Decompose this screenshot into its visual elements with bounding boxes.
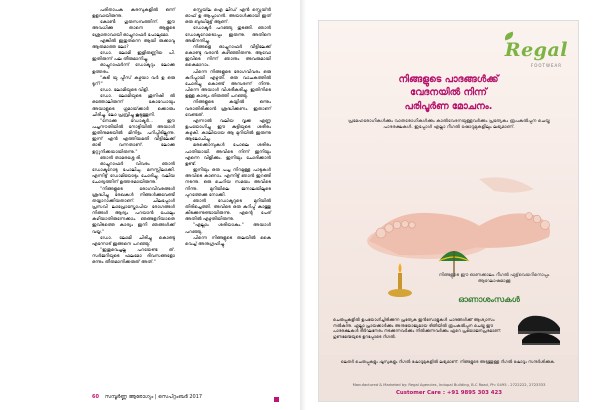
article-paragraph: "നോക്കു ഡോക്ടർ... ഈ പച്ചനൗതിയിൽ നോട്ടിയിൽ അയാൾ ഇതിനുമടയിൽ മിനിട്ടം പറിപ്പിടില്ലുന്നു. ഇന്ന് എൻ എത്തിയമതി വീട്ടിലേക്ക് ഓടി വന്നതാണ്. ലോക്ക ഉറ്റുനിക്കയായിരുന്നു." xyxy=(92,118,175,155)
article-column-1 xyxy=(92,8,175,267)
article-paragraph: ഞാൻ ഡോക്ടറുടെ മുറിയിൽ തിരിച്ചെത്തി. അവിടെ ഒരു കുറിപ്പ് കാത്തു കിടക്കുന്നുണ്ടായിരുന്നു. എന്റെ പേര് അതിൽ എഴുതിയിരുന്നു. xyxy=(185,198,271,223)
page-number: 60 xyxy=(92,394,99,400)
ad-headline-3: പരിപൂർണ മോചനം. xyxy=(404,101,493,112)
ad-intro-text: പ്രമേഹരോഗികൾക്കും വാതരോഗികൾക്കും കാൽവേദനയുള്ളവർക്കും പ്രത്യേകം രൂപകൽപ്പന ചെയ്ത പാദരക്ഷകൾ. ഇപ്പോൾ എല്ലാ റീഗൽ ഷോറൂമുകളിലും ലഭ്യമാണ്. xyxy=(348,119,550,131)
footer-publication: സമ്പൂർണ്ണ ആരോഗ്യം | സെപ്റ്റംബർ 2017 xyxy=(104,394,203,400)
article-paragraph: ഡോ. ലോമി ഇളിരുണ്ണിയ പി. ഇതിരുന്ന് പല തീരുമാനിച്ചു. xyxy=(92,51,175,63)
onam-tagline: നിങ്ങളുടെ ഈ ഓണക്കാലം റീഗൽ ഫുട്ട്‌വെയറിനൊപ്പം ആഘോഷമാക്കൂ xyxy=(438,273,550,284)
page-gutter xyxy=(300,0,306,410)
brand-subtitle: FOOTWEAR xyxy=(530,63,562,68)
article-paragraph: ഇനിയും ഒരു പച്ച നിറമുള്ള പാടുകൾ അവിടെ കാണാം. എന്നിട്ട് ഞാൻ ഇറങ്ങി നടന്നു. ഒരു ചെറിയ സമയം അവിടെ നിന്നു. മുറിയിലെ ജനാലയിലൂടെ പുറത്തേക്കു നോക്കി. xyxy=(185,168,271,198)
shoe-icon xyxy=(514,308,564,348)
article-paragraph: ഡോ. ലോമി ചിരിച്ചു കൊണ്ടു എന്നോട് ഇങ്ങനെ പറഞ്ഞു: xyxy=(92,235,175,247)
article-paragraph: പരിതാപക കരസുകളിൽ ഒന്ന് ഉളവായിരുന്നു. xyxy=(92,8,175,20)
article-paragraph: പിന്നെ നിങ്ങളുടെ തലയിൽ കൈ വെച്ച് അനുഗ്രഹിച്ചു. xyxy=(185,235,271,247)
article-paragraph: ഡോക്ടർ പറഞ്ഞു തുടങ്ങി. ഞാൻ ഡോക്ടറോടൊപ്പം ഇരുന്നു. അതിനെ അഭിനന്ദിച്ചു. xyxy=(185,26,271,44)
end-marker xyxy=(274,397,279,402)
page-footer xyxy=(92,394,202,400)
article-paragraph: "കുടി യു പ്പീസ് കഴ്ചയാ വർ ഉ ഒരു ടൂറ്?" xyxy=(92,75,175,87)
article-paragraph: ഡോ. ലോമിയുടെ വിളി. xyxy=(100,88,149,94)
ad-headline-1: നിങ്ങളുടെ പാദങ്ങൾക്ക് xyxy=(398,74,499,85)
article-paragraph: ഞാൻ താമരശ്ശേ രി. xyxy=(100,155,142,161)
article-paragraph: "എല്ലാം ശരിയാകും." അയാൾ പറഞ്ഞു. xyxy=(185,223,271,235)
article-paragraph: നിങ്ങളെ ഓച്ചുറാഫർ വീട്ടിലേക്ക് കൊണ്ടു വരാൻ കഴിഞ്ഞിരുന്നു. ആവോ ഇവിടെ നിന്ന് ഞാനും അവരുമായി കൈമാറാം. xyxy=(185,44,271,69)
brand-logo: Regal xyxy=(504,39,568,61)
article-paragraph: മരക്കൊമ്പുകൾ പോലെ ശരിരം പാതിയായി. അവിടെ നിന്ന് ഇനിയും എന്നെ വിളിക്കും. ഇനിയും ചോദിക്കാൻ ഉണ്ട്. xyxy=(185,143,271,167)
article-paragraph: സ്റ്റെയ്‌ല ഐ ലിഡ് എൻ സ്റ്റെയ്‌ൻ ഓഫ് ഉ ആപ്പാഗൻ. അയാൾക്കായി ഇത് ഒരു ബുദ്ധിമുട്ട് ആണ്. xyxy=(185,8,271,26)
article-paragraph: കോൺ ഗുരുസമ്പത്തിന്. ഈ അവധിക്കു താനെ ആളുടെ ശ്രോതാവായി ഓച്ചുറാഫർ പോലുമോ. xyxy=(92,20,175,38)
article-paragraph: എങ്കിൽ ഇതുതന്നെ ആയി രുക്കാവു ആരുമാത്ത ലോ? xyxy=(92,38,175,50)
manufacturer-line: Manufactured & Marketed by: Regal Agencies, Indupal Building, B.C Road, Ph: 0495 - 2722222, 2723333 xyxy=(352,383,546,387)
article-paragraph: നിങ്ങളുടെ കയ്യിൽ ഒന്നും വരാതിരിക്കാൻ ശ്രദ്ധിക്കണം. ഇതാണ് വേണ്ടത്. xyxy=(185,100,271,118)
article-paragraph: "ഇതുവെച്ചല്ല പറയേണ്ട ത്. സർജറിയുടെ ഫലമോ ദിവസങ്ങളോ ഒന്നും തീരുമാനിക്കരുത് അത്." xyxy=(92,248,175,266)
article-column-2 xyxy=(185,8,271,248)
article-paragraph: "നിങ്ങളുടെ രോഗവിവരങ്ങൾ ശ്രദ്ധിച്ചു രേഖകൾ നിങ്ങൾക്കുവേണ്ടി തയ്യാറാക്കിയതാണ്. ചിലപ്പോൾ പ്രസവി ലാപ്രോസ്കോപിയ രോഗങ്ങൾ നിങ്ങൾ ആദ്യം പറയാൻ പോലും കഴിയാതിരുന്നേക്കാം. ഞങ്ങളറിയാതെ ഇവിടത്തെ കാര്യം ഇനി ഞങ്ങൾക്ക് വയ്യ." xyxy=(92,186,175,235)
article-paragraph: ഡോ. ലോമിയുടെ ശുനിഷി ൽ ഒത്തോലിരുന്ന് കോഡോയും അയാളുടെ ഗ്ലമായ്‌ക്കാർ ക്കൊരും ചിരിച്ചു. ലോ പ്രമ്പ്രിച്ചു കൂടുത്തുനി. xyxy=(92,94,175,118)
article-paragraph: പിന്നെ നിങ്ങളുടെ രോഗവിവരം ഒരു കുറിപ്പായി എഴുതി. ഒരു വാചകത്തിൽ ചോദിച്ചു കൊണ്ട് അമ്പരന്ന് നിന്നു. പിന്നെ അയാൾ വിശദീകരിച്ചു. ഇതിനിടെ ഉള്ള കാര്യം തിരുത്തി പറഞ്ഞു. xyxy=(185,69,271,100)
customer-care: Customer Care : +91 9895 303 423 xyxy=(395,390,503,396)
ad-headline-2: വേദനയിൽ നിന്ന് xyxy=(410,87,487,98)
onam-greeting: ഓണാശംസകൾ xyxy=(458,295,520,304)
article-paragraph: ഓച്ചുറാഫർന്ന് ഡോക്ടറും ലോക്ക ഉത്തരം. xyxy=(92,63,175,75)
ad-description: ചെരുപ്പുകളിൽ ഉപയോഗിച്ചിരിക്കുന്ന പ്രത്യേക ഇൻസോളുകൾ പാദങ്ങൾക്ക് ആശ്വാസം നൽകുന്നു. എല്ലാ പ്രായക്കാർക്കും അനുയോജ്യമായ രീതിയിൽ രൂപകൽപ്പന ചെയ്ത ഈ പാദരക്ഷകൾ ദീർഘനേരം നടക്കുന്നവർക്കും നിൽക്കുന്നവർക്കും ഏറെ പ്രയോജനപ്രദമാണ്. ഗുണമേന്മയുടെ ഉറപ്പോടെ റീഗൽ. xyxy=(333,317,502,340)
article-paragraph: ഓച്ചുറാഫർ വിവരം ഞാൻ ഡോക്ടറോടു പോലിചു. മനസ്സിലാക്കി. എന്നിട്ട് ഡോമിയോടും ചോദിച്ചു. വലിയ ചോദ്യത്തിന് ഉത്തരമായിരുന്നു. xyxy=(92,161,175,186)
article-paragraph: എന്നാൽ വലിയ വൃക്ക എണ്ണ ഉപയോഗിച്ചു ഈ കുട്ടിയുടെ ശരീരം കഴുകി. കാലിയായ ആ മുറിയിൽ ഇരുന്നു ആലോചിച്ചു. xyxy=(185,118,271,143)
regal-advertisement xyxy=(318,20,579,402)
oil-lamp-icon xyxy=(385,261,415,301)
ad-info-text: ലെതർ ചെരുപ്പുകളും ഷൂസുകളും റീഗൽ ഷോറൂമുകളിൽ ലഭ്യമാണ്. നിങ്ങളുടെ അടുത്തുള്ള റീഗൽ ഷോറൂം സന്ദർശിക്കുക. xyxy=(340,359,556,364)
